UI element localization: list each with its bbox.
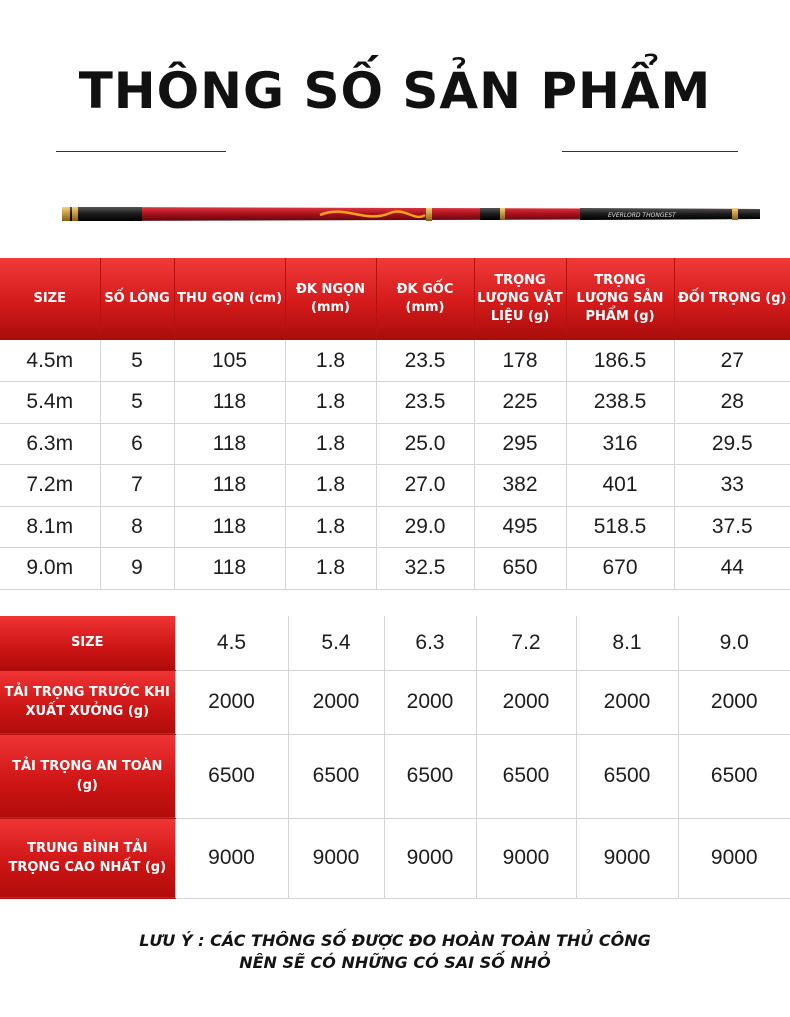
spec-header-row (0, 258, 790, 340)
table-cell: 118 (174, 465, 285, 507)
table-row (0, 506, 790, 548)
page-title: THÔNG SỐ SẢN PHẨM (78, 62, 712, 120)
col-header-tip-diameter: ĐK NGỌN (mm) (285, 258, 376, 340)
table-cell: 9000 (476, 818, 576, 898)
table-cell: 1.8 (285, 465, 376, 507)
table-cell: 1.8 (285, 506, 376, 548)
table-cell: 118 (174, 382, 285, 424)
table-cell: 23.5 (376, 382, 474, 424)
table-cell: 118 (174, 548, 285, 590)
table-cell: 4.5 (175, 616, 288, 670)
table-cell: 6 (100, 423, 174, 465)
table-cell: 105 (174, 340, 285, 382)
table-cell: 1.8 (285, 340, 376, 382)
table-cell: 6500 (384, 734, 476, 818)
spec-table (0, 258, 790, 590)
table-cell: 118 (174, 506, 285, 548)
table-cell: 2000 (678, 670, 790, 734)
table-cell: 6500 (476, 734, 576, 818)
note-line-2: NÊN SẼ CÓ NHỮNG CÓ SAI SỐ NHỎ (239, 953, 551, 972)
table-cell: 401 (566, 465, 674, 507)
table-cell: 9000 (175, 818, 288, 898)
load-row-factory-load (0, 670, 790, 734)
table-row (0, 548, 790, 590)
table-cell: 9 (100, 548, 174, 590)
table-cell: 295 (474, 423, 566, 465)
table-cell: 7.2 (476, 616, 576, 670)
table-cell: 8.1 (576, 616, 678, 670)
table-cell: 1.8 (285, 423, 376, 465)
table-cell: 8.1m (0, 506, 100, 548)
load-row-safe-load (0, 734, 790, 818)
table-cell: 5.4 (288, 616, 384, 670)
row-header-max-load: TRUNG BÌNH TẢI TRỌNG CAO NHẤT (g) (0, 818, 175, 898)
table-cell: 2000 (384, 670, 476, 734)
table-row (0, 465, 790, 507)
table-cell: 8 (100, 506, 174, 548)
table-cell: 23.5 (376, 340, 474, 382)
table-cell: 9000 (678, 818, 790, 898)
table-cell: 7 (100, 465, 174, 507)
table-cell: 44 (674, 548, 790, 590)
table-cell: 495 (474, 506, 566, 548)
table-cell: 27 (674, 340, 790, 382)
table-cell: 6500 (288, 734, 384, 818)
row-header-factory-load: TẢI TRỌNG TRƯỚC KHI XUẤT XƯỞNG (g) (0, 670, 175, 734)
table-cell: 9.0m (0, 548, 100, 590)
table-cell: 6500 (576, 734, 678, 818)
table-cell: 2000 (576, 670, 678, 734)
table-cell: 2000 (175, 670, 288, 734)
table-cell: 186.5 (566, 340, 674, 382)
table-row (0, 340, 790, 382)
col-header-counterweight: ĐỐI TRỌNG (g) (674, 258, 790, 340)
load-table (0, 616, 790, 899)
measurement-note (0, 930, 790, 974)
fishing-rod-image (60, 198, 760, 230)
table-cell: 2000 (288, 670, 384, 734)
table-cell: 6500 (678, 734, 790, 818)
table-cell: 9000 (288, 818, 384, 898)
table-cell: 670 (566, 548, 674, 590)
col-header-sections: SỐ LÓNG (100, 258, 174, 340)
table-cell: 4.5m (0, 340, 100, 382)
title-divider-left (56, 151, 226, 152)
row-header-size: SIZE (0, 616, 175, 670)
rod-brand-label: EVERLORD THONGEST (608, 212, 676, 219)
table-cell: 238.5 (566, 382, 674, 424)
table-cell: 29.5 (674, 423, 790, 465)
col-header-material-weight: TRỌNG LƯỢNG VẬT LIỆU (g) (474, 258, 566, 340)
col-header-closed-length: THU GỌN (cm) (174, 258, 285, 340)
table-cell: 316 (566, 423, 674, 465)
table-cell: 118 (174, 423, 285, 465)
table-cell: 33 (674, 465, 790, 507)
col-header-product-weight: TRỌNG LƯỢNG SẢN PHẨM (g) (566, 258, 674, 340)
table-cell: 6.3m (0, 423, 100, 465)
table-cell: 6.3 (384, 616, 476, 670)
table-cell: 6500 (175, 734, 288, 818)
table-cell: 9000 (384, 818, 476, 898)
table-cell: 32.5 (376, 548, 474, 590)
note-line-1: LƯU Ý : CÁC THÔNG SỐ ĐƯỢC ĐO HOÀN TOÀN THỦ CÔNG (139, 931, 651, 950)
table-row (0, 382, 790, 424)
table-cell: 178 (474, 340, 566, 382)
table-cell: 1.8 (285, 382, 376, 424)
table-cell: 7.2m (0, 465, 100, 507)
table-cell: 2000 (476, 670, 576, 734)
load-row-size (0, 616, 790, 670)
table-cell: 1.8 (285, 548, 376, 590)
table-cell: 650 (474, 548, 566, 590)
table-cell: 27.0 (376, 465, 474, 507)
table-cell: 5 (100, 340, 174, 382)
table-row (0, 423, 790, 465)
title-divider-right (562, 151, 738, 152)
table-cell: 9.0 (678, 616, 790, 670)
table-cell: 5.4m (0, 382, 100, 424)
table-cell: 29.0 (376, 506, 474, 548)
table-cell: 382 (474, 465, 566, 507)
table-cell: 518.5 (566, 506, 674, 548)
table-cell: 37.5 (674, 506, 790, 548)
table-cell: 28 (674, 382, 790, 424)
table-cell: 225 (474, 382, 566, 424)
row-header-safe-load: TẢI TRỌNG AN TOÀN (g) (0, 734, 175, 818)
table-cell: 25.0 (376, 423, 474, 465)
table-cell: 5 (100, 382, 174, 424)
load-row-max-load (0, 818, 790, 898)
col-header-size: SIZE (0, 258, 100, 340)
col-header-butt-diameter: ĐK GỐC (mm) (376, 258, 474, 340)
table-cell: 9000 (576, 818, 678, 898)
